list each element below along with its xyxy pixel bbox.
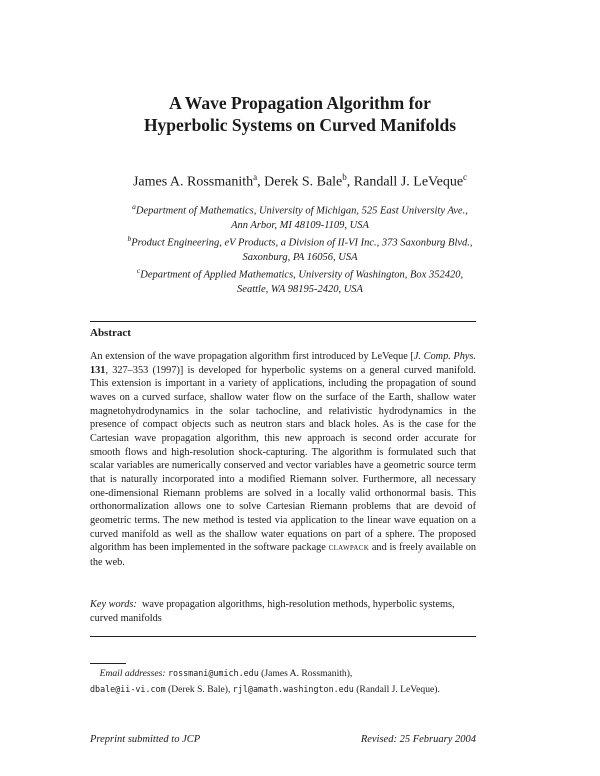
paper-title: [60, 92, 540, 136]
preprint-note: Preprint submitted to JCP: [90, 734, 201, 745]
affiliation-mark: c: [136, 266, 141, 275]
author-mark: a: [253, 172, 258, 182]
email-footnote: [90, 666, 476, 698]
affiliation-mark: b: [127, 234, 132, 243]
affiliation-mark: a: [132, 202, 136, 211]
keywords-text: wave propagation algorithms, high-resolution methods, hyperbolic systems, curved manifolds: [90, 599, 455, 624]
abstract-bottom-rule: [90, 636, 476, 637]
email-link[interactable]: dbale@ii-vi.com: [90, 683, 166, 694]
author-mark: b: [342, 172, 347, 182]
author-mark: c: [463, 172, 468, 182]
keywords-label: Key words:: [90, 599, 137, 610]
affiliation-line: Department of Mathematics, University of Michigan, 525 East University Ave.,: [135, 205, 468, 217]
affiliation-line: Product Engineering, eV Products, a Division of II-VI Inc., 373 Saxonburg Blvd.,: [131, 237, 473, 249]
affiliation-line: Ann Arbor, MI 48109-1109, USA: [231, 220, 369, 231]
author-list: James A. Rossmanith$^a$, Derek S. Bale$^b$, Randall J. LeVeque$^c$: [132, 172, 468, 190]
keywords: [90, 598, 476, 625]
abstract-top-rule: [90, 321, 476, 322]
email-owner: (James A. Rossmanith),: [261, 668, 353, 679]
author-name: Derek S. Bale: [264, 174, 343, 190]
affiliation: [80, 200, 520, 234]
abstract-part: An extension of the wave propagation algorithm first introduced by LeVeque [: [90, 351, 414, 362]
abstract-part: , 327–353 (1997)] is developed for hyperbolic systems on a general curved manifold. This extension is important in a variety of applications, including the propagation of sound waves on a curved surface, shallow water flow on the surface of the Earth, shallow water magnetohydrodynamics in the solar tachocline, and relativistic hydrodynamics in the presence of compact objects such as neutron stars and black holes. As is the case for the Cartesian wave propagation algorithm, this new approach is second order accurate for smooth flows and high-resolution shock-capturing. The algorithm is formulated such that scalar variables are numerically conserved and vector variables have a geometric source term that is naturally incorporated into a modified Riemann solver. Furthermore, all necessary one-dimensional Riemann problems are solved in a locally valid orthonormal basis. This orthonormalization allows one to solve Cartesian Riemann problems that are devoid of geometric terms. The new method is tested via application to the linear wave equation on a curved manifold as well as the shallow water equations on part of a sphere. The proposed algorithm has been implemented in the software package: [90, 364, 476, 554]
title-line-1: A Wave Propagation Algorithm for: [169, 93, 431, 113]
abstract-text: [90, 350, 476, 570]
footnote-label: Email addresses:: [99, 668, 166, 679]
email-owner: (Randall J. LeVeque).: [356, 683, 440, 695]
affiliation-line: Department of Applied Mathematics, University of Washington, Box 352420,: [140, 269, 464, 281]
abstract-heading: Abstract: [90, 327, 131, 339]
title-line-2: Hyperbolic Systems on Curved Manifolds: [143, 115, 457, 135]
email-link[interactable]: rjl@amath.washington.edu: [232, 683, 354, 694]
affiliation-line: Seattle, WA 98195-2420, USA: [237, 284, 363, 295]
abstract-part: and is freely available on the web.: [90, 542, 476, 568]
email-owner: (Derek S. Bale),: [168, 683, 231, 695]
author-name: James A. Rossmanith: [132, 174, 254, 190]
author-name: Randall J. LeVeque: [353, 174, 464, 190]
footnote-rule: [90, 663, 126, 664]
email-link[interactable]: rossmani@umich.edu: [168, 668, 259, 678]
affiliation: [80, 264, 520, 298]
affiliation-line: Saxonburg, PA 16056, USA: [242, 252, 358, 263]
affiliation: [80, 232, 520, 266]
journal-volume: 131: [90, 364, 106, 376]
journal-name: J. Comp. Phys.: [413, 351, 476, 362]
revision-date: Revised: 25 February 2004: [360, 734, 476, 745]
software-name: clawpack: [328, 543, 370, 554]
